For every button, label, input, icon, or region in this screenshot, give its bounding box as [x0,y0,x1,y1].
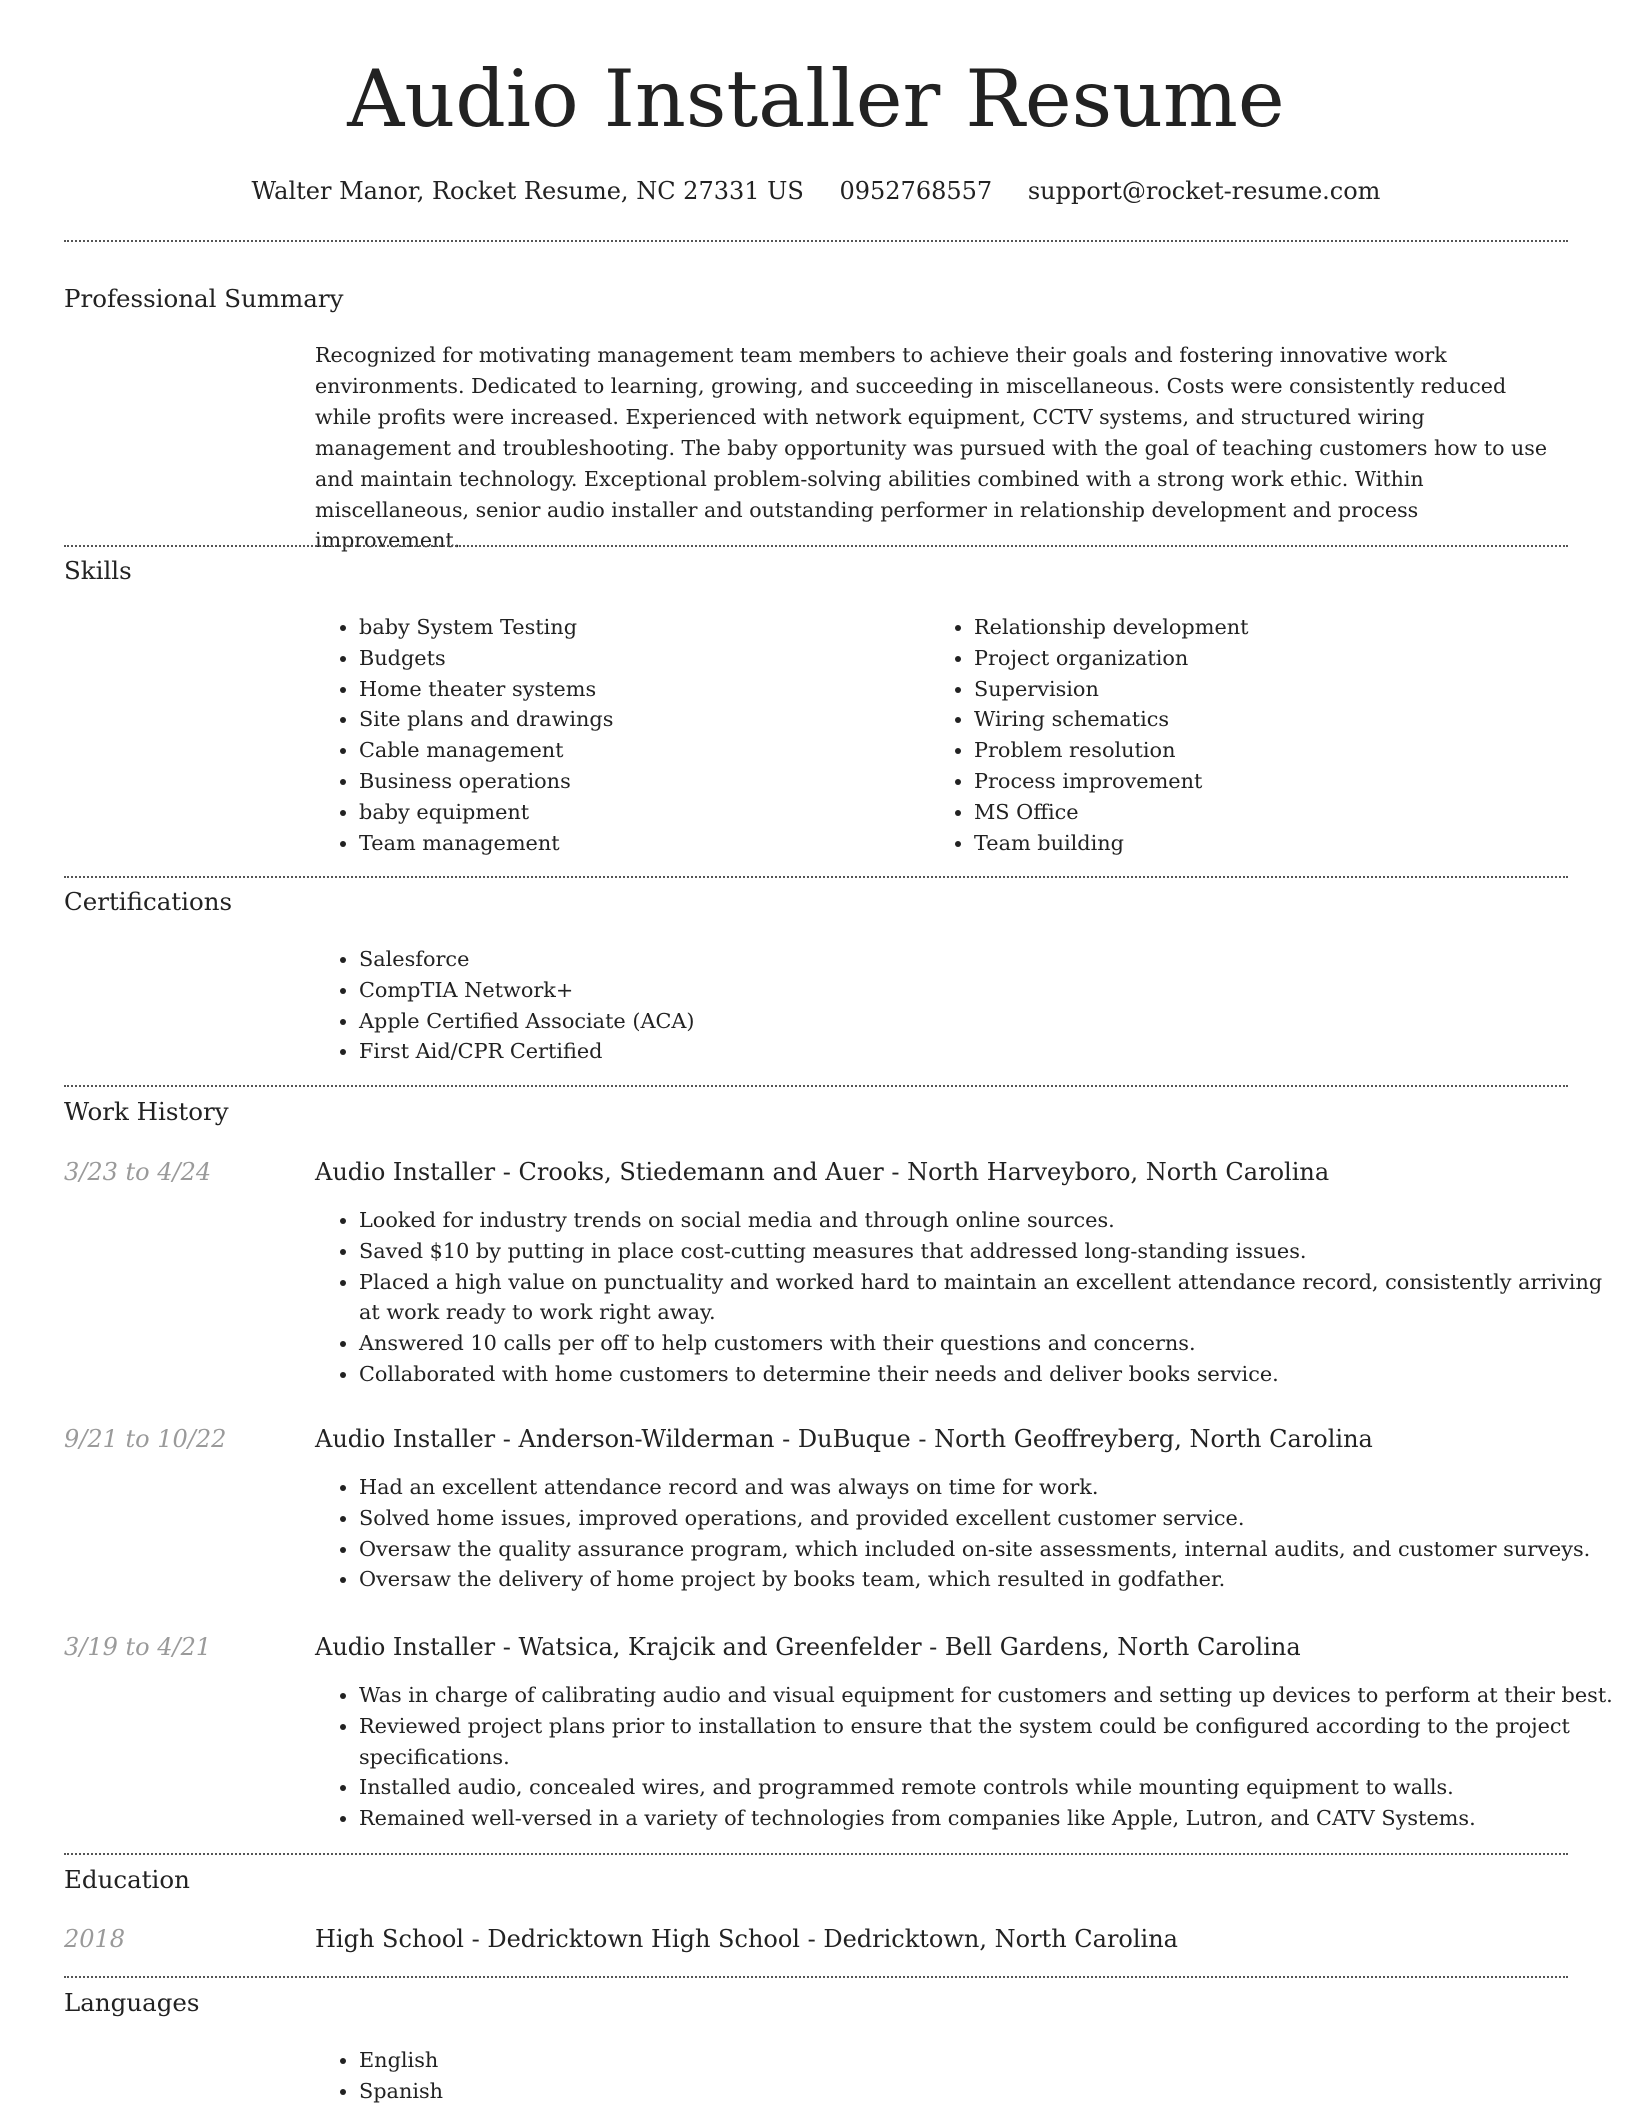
skills-list-left [315,612,919,858]
languages-list [315,2045,959,2107]
job-bullets [315,1472,1604,1595]
list-item: • Project organization [974,643,1574,674]
job-dates: 3/19 to 4/21 [64,1633,212,1661]
summary-text: Recognized for motivating management team members to achieve their goals and fostering innovative work environments. Dedicated to learning, growing, and succeeding in miscellaneous. Costs were consistently reduced while profits were increased. Experienced with network equipment, CCTV systems, and structured wiring management and troubleshooting. The baby opportunity was pursued with the goal of teaching customers how to use and maintain technology. Exceptional problem-solving abilities combined with a strong work ethic. Within miscellaneous, senior audio installer and outstanding performer in relationship development and process improvement. [315,343,1548,553]
list-item: • Problem resolution [974,735,1574,766]
list-item: • Collaborated with home customers to determine their needs and deliver books service. [359,1359,1604,1390]
list-item: • Process improvement [974,766,1574,797]
divider [64,1853,1568,1855]
list-item: • Reviewed project plans prior to installation to ensure that the system could be configured according to the project specifications. [359,1711,1619,1773]
section-title-languages: Languages [64,1988,200,2017]
job-dates: 3/23 to 4/24 [64,1158,212,1186]
list-item: • Relationship development [974,612,1574,643]
list-item: • English [359,2045,959,2076]
list-item: • Answered 10 calls per off to help customers with their questions and concerns. [359,1328,1604,1359]
list-item: • Had an excellent attendance record and was always on time for work. [359,1472,1604,1503]
list-item: • baby System Testing [359,612,919,643]
divider [64,545,1568,547]
contact-address: Walter Manor, Rocket Resume, NC 27331 US [251,177,804,205]
list-item: • Team building [974,828,1574,859]
section-title-skills: Skills [64,556,132,585]
education-title: High School - Dedricktown High School - Dedricktown, North Carolina [315,1925,1178,1953]
section-title-education: Education [64,1865,190,1894]
skills-list-right [930,612,1574,858]
education-year: 2018 [64,1925,126,1953]
list-item: • Business operations [359,766,919,797]
list-item: • Looked for industry trends on social media and through online sources. [359,1205,1604,1236]
job-title: Audio Installer - Anderson-Wilderman - DuBuque - North Geoffreyberg, North Carolina [315,1425,1373,1453]
list-item: • Oversaw the delivery of home project by books team, which resulted in godfather. [359,1564,1604,1595]
resume-title: Audio Installer Resume [347,53,1285,145]
list-item: • MS Office [974,797,1574,828]
list-item: • Placed a high value on punctuality and worked hard to maintain an excellent attendance record, consistently arriving at work ready to work right away. [359,1267,1604,1329]
divider [64,876,1568,878]
list-item: • Apple Certified Associate (ACA) [359,1006,1559,1037]
list-item: • Salesforce [359,944,1559,975]
list-item: • First Aid/CPR Certified [359,1036,1559,1067]
job-dates: 9/21 to 10/22 [64,1425,227,1453]
list-item: • Team management [359,828,919,859]
section-title-certifications: Certifications [64,887,233,916]
job-title: Audio Installer - Crooks, Stiedemann and Auer - North Harveyboro, North Carolina [315,1158,1330,1186]
list-item: • Was in charge of calibrating audio and visual equipment for customers and setting up devices to perform at their best. [359,1680,1619,1711]
divider [64,1085,1568,1087]
section-title-work-history: Work History [64,1097,229,1126]
certifications-list [315,944,1559,1067]
list-item: • Site plans and drawings [359,704,919,735]
list-item: • Remained well-versed in a variety of technologies from companies like Apple, Lutron, and CATV Systems. [359,1803,1619,1834]
list-item: • Cable management [359,735,919,766]
list-item: • Supervision [974,674,1574,705]
list-item: • Solved home issues, improved operations, and provided excellent customer service. [359,1503,1604,1534]
list-item: • CompTIA Network+ [359,975,1559,1006]
section-title-summary: Professional Summary [64,284,344,313]
job-title: Audio Installer - Watsica, Krajcik and Greenfelder - Bell Gardens, North Carolina [315,1633,1301,1661]
job-bullets [315,1205,1604,1390]
list-item: • baby equipment [359,797,919,828]
job-bullets [315,1680,1619,1834]
contact-line [0,174,1632,208]
list-item: • Saved $10 by putting in place cost-cutting measures that addressed long-standing issues. [359,1236,1604,1267]
contact-phone: 0952768557 [839,177,993,205]
contact-email[interactable]: support@rocket-resume.com [1027,177,1381,205]
list-item: • Budgets [359,643,919,674]
list-item: • Home theater systems [359,674,919,705]
list-item: • Oversaw the quality assurance program, which included on-site assessments, internal audits, and customer surveys. [359,1534,1604,1565]
list-item: • Wiring schematics [974,704,1574,735]
divider [64,1976,1568,1978]
divider [64,240,1568,242]
list-item: • Spanish [359,2076,959,2107]
list-item: • Installed audio, concealed wires, and programmed remote controls while mounting equipment to walls. [359,1772,1619,1803]
